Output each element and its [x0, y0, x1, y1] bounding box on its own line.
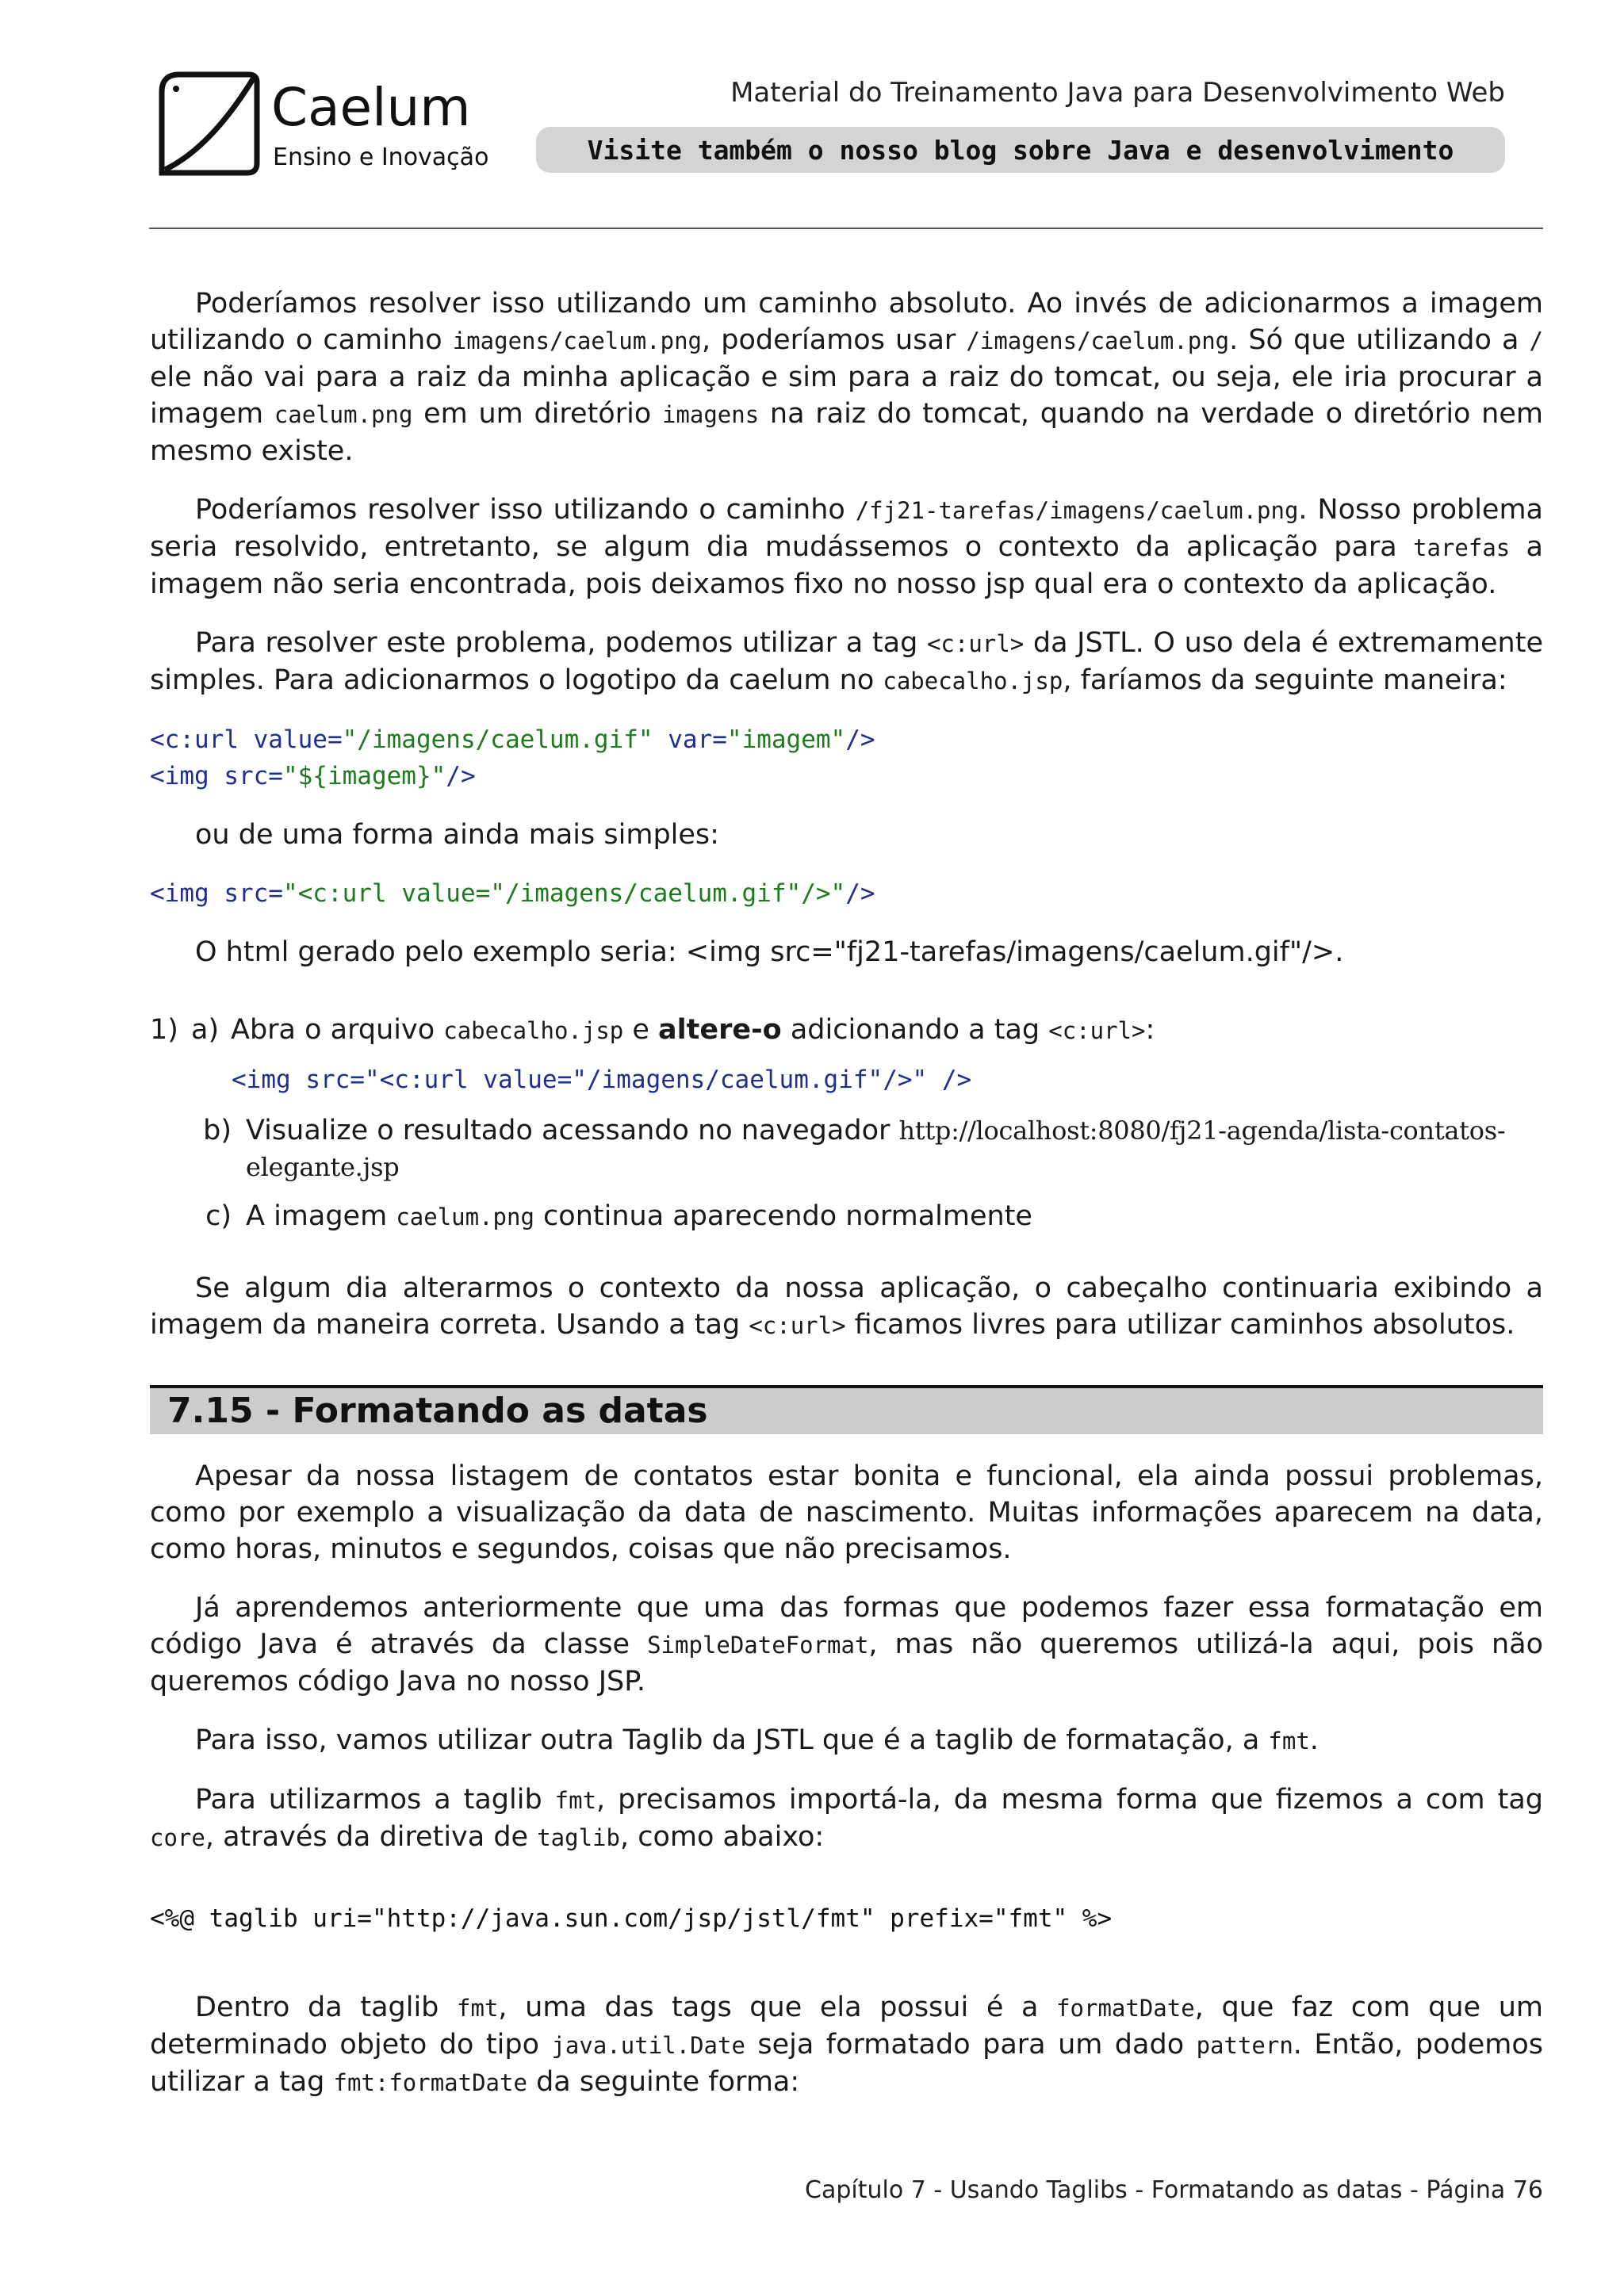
logo-tagline: Ensino e Inovação — [273, 144, 488, 171]
blog-banner[interactable]: Visite também o nosso blog sobre Java e desenvolvimento — [536, 127, 1505, 173]
paragraph: Apesar da nossa listagem de contatos estar bonita e funcional, ela ainda possui problemas, como por exemplo a visualização da data de nascimento. Muitas informações aparecem na data, como horas, minutos e segundos, coisas que não precisamos. — [150, 1460, 1543, 1565]
step-text: Visualize o resultado acessando no navegador http://localhost:8080/fj21-agenda/lista-contatos-elegante.jsp — [246, 1115, 1506, 1182]
paragraph: Para utilizarmos a taglib fmt, precisamos importá-la, da mesma forma que fizemos a com tag core, através da diretiva de taglib, como abaixo: — [150, 1784, 1543, 1853]
paragraph: Poderíamos resolver isso utilizando o caminho /fj21-tarefas/imagens/caelum.png. Nosso problema seria resolvido, entretanto, se algum dia mudássemos o contexto da aplicação para tarefas a imagem não seria encontrada, pois deixamos fixo no nosso jsp qual era o contexto da aplicação. — [150, 494, 1544, 600]
page-header — [0, 0, 1624, 238]
paragraph: Se algum dia alterarmos o contexto da nossa aplicação, o cabeçalho continuaria exibindo a imagem da maneira correta. Usando a tag <c:url> ficamos livres para utilizar caminhos absolutos. — [150, 1272, 1543, 1341]
paragraph: Para isso, vamos utilizar outra Taglib da JSTL que é a taglib de formatação, a fmt. — [195, 1724, 1319, 1756]
exercise-item — [150, 1012, 1543, 1235]
paragraph: Para resolver este problema, podemos utilizar a tag <c:url> da JSTL. O uso dela é extremamente simples. Para adicionarmos o logotipo da caelum no cabecalho.jsp, faríamos da seguinte maneira: — [150, 627, 1543, 696]
logo-name: Caelum — [271, 77, 471, 138]
step-letter: c) — [205, 1200, 232, 1232]
code-block: <c:url value="/imagens/caelum.gif" var="imagem"/> <img src="${imagem}"/> — [150, 725, 875, 790]
section-heading: 7.15 - Formatando as datas — [150, 1385, 1543, 1434]
paragraph: O html gerado pelo exemplo seria: <img src="fj21-tarefas/imagens/caelum.gif"/>. — [195, 936, 1344, 968]
header-divider — [149, 228, 1543, 229]
exercise-step-b — [150, 1112, 1543, 1185]
exercise-step-c — [150, 1198, 1543, 1235]
exercise-list — [150, 1012, 1543, 1235]
page-footer: Capítulo 7 - Usando Taglibs - Formatando as datas - Página 76 — [805, 2176, 1543, 2204]
caelum-logo — [155, 68, 488, 179]
step-text: A imagem caelum.png continua aparecendo normalmente — [246, 1200, 1032, 1232]
code-block: <img src="<c:url value="/imagens/caelum.gif"/>" /> — [232, 1066, 972, 1094]
exercise-step-a — [150, 1012, 1543, 1049]
page-content — [150, 285, 1543, 2123]
step-letter: b) — [203, 1115, 232, 1146]
step-text: Abra o arquivo cabecalho.jsp e altere-o adicionando a tag <c:url>: — [231, 1014, 1155, 1046]
exercise-number: 1) — [150, 1014, 178, 1046]
localhost-link[interactable]: http://localhost:8080/fj21-agenda/lista-contatos-elegante.jsp — [246, 1115, 1506, 1182]
paragraph: ou de uma forma ainda mais simples: — [195, 819, 719, 851]
code-block: <%@ taglib uri="http://java.sun.com/jsp/jstl/fmt" prefix="fmt" %> — [150, 1904, 1113, 1933]
code-block: <img src="<c:url value="/imagens/caelum.gif"/>"/> — [150, 879, 875, 908]
paragraph: Poderíamos resolver isso utilizando um caminho absoluto. Ao invés de adicionarmos a imagem utilizando o caminho imagens/caelum.png, poderíamos usar /imagens/caelum.png. Só que utilizando a / ele não vai para a raiz da minha aplicação e sim para a raiz do tomcat, ou seja, ele iria procurar a imagem caelum.png em um diretório imagens na raiz do tomcat, quando na verdade o diretório nem mesmo existe. — [150, 288, 1543, 467]
paragraph: Dentro da taglib fmt, uma das tags que ela possui é a formatDate, que faz com que um determinado objeto do tipo java.util.Date seja formatado para um dado pattern. Então, podemos utilizar a tag fmt:formatDate da seguinte forma: — [150, 1992, 1543, 2098]
step-letter: a) — [191, 1014, 220, 1046]
paragraph: Já aprendemos anteriormente que uma das formas que podemos fazer essa formatação em código Java é através da classe SimpleDateFormat, mas não queremos utilizá-la aqui, pois não queremos código Java no nosso JSP. — [150, 1592, 1543, 1697]
header-title: Material do Treinamento Java para Desenvolvimento Web — [730, 77, 1505, 109]
